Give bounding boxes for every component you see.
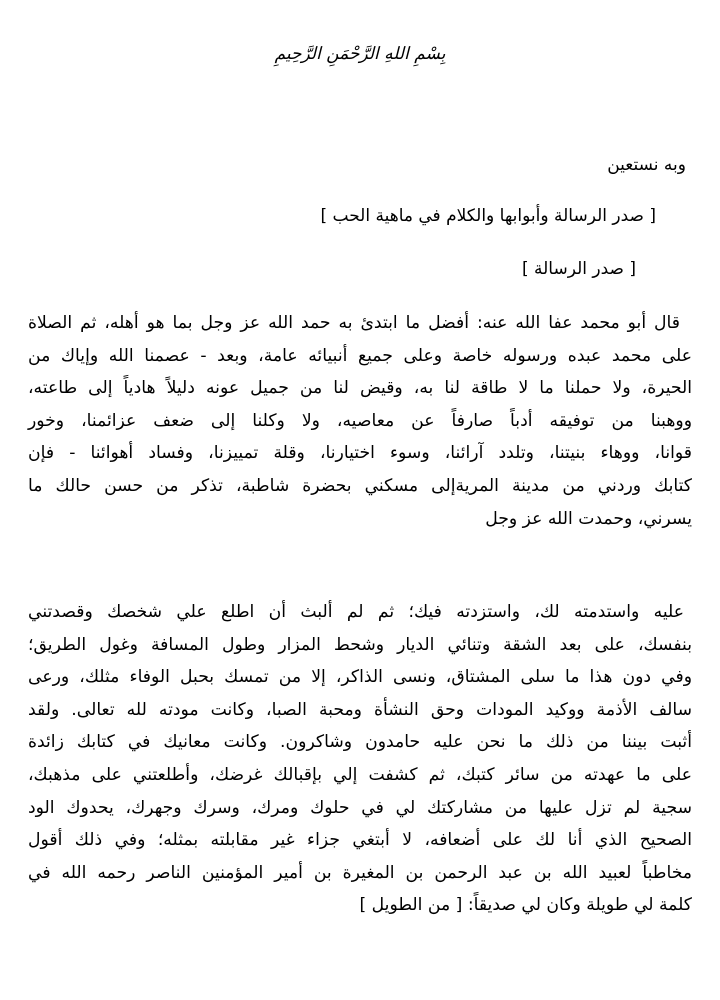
paragraph-2-line: على ما عهدته من سائر كتبك، ثم كشفت إلي بإقبالك غرضك، وأطلعتني على مذهبك، [28,764,692,785]
paragraph-1-line: قوانا، ووهاء بنيتنا، وتلدد آرائنا، وسوء اختيارنا، وقلة تمييزنا، وفساد أهوائنا - فإن [28,443,692,464]
basmala-heading: بِسْمِ اللهِ الرَّحْمَنِ الرَّحِيمِ [274,44,446,64]
subsection-heading: [ صدر الرسالة ] [521,259,636,279]
paragraph-2-line: بنفسك، على بعد الشقة وتنائي الديار وشحط المزار وطول المسافة وغول الطريق؛ [28,634,692,655]
paragraph-2-line: مخاطباً لعبيد الله بن عبد الرحمن بن المغيرة بن أمير المؤمنين الناصر رحمه الله في [28,862,692,883]
paragraph-2-line: أثبت بيننا من ذلك ما نحن عليه حامدون وشاكرون. وكانت معانيك في كتابك زائدة [28,732,692,753]
paragraph-1-line: يسرني، وحمدت الله عز وجل [485,508,692,529]
opening-line: وبه نستعين [607,155,686,175]
paragraph-2-line: كلمة لي طويلة وكان لي صديقاً: [ من الطويل ] [359,895,692,916]
paragraph-2-line: عليه واستدمته لك، واستزدته فيك؛ ثم لم ألبث أن اطلع علي شخصك وقصدتني [28,602,684,622]
paragraph-1-line: على محمد عبده ورسوله خاصة وعلى جميع أنبيائه عامة، وبعد - عصمنا الله وإياك من [28,345,692,366]
paragraph-2-line: سالف الأذمة ووكيد المودات وحق النشأة ومحبة الصبا، وكانت مودته لله تعالى. ولقد [28,699,692,720]
paragraph-2 [28,596,692,922]
section-heading: [ صدر الرسالة وأبوابها والكلام في ماهية الحب ] [320,206,656,226]
paragraph-1-line: كتابك وردني من مدينة المريةإلى مسكني بحضرة شاطبة، تذكر من حسن حالك ما [28,475,692,496]
paragraph-1-line: ووهبنا من توفيقه أدباً صارفاً عن معاصيه، ولا وكلنا إلى ضعف عزائمنا، وخور [28,410,692,431]
paragraph-1-line: قال أبو محمد عفا الله عنه: أفضل ما ابتدئ به حمد الله عز وجل بما هو أهله، ثم الصلاة [28,313,680,333]
paragraph-1-line: الحيرة، ولا حملنا ما لا طاقة لنا به، وقيض لنا من جميل عونه دليلاً هادياً إلى طاعته، [28,378,692,399]
paragraph-2-line: وفي دون هذا ما سلى المشتاق، ونسى الذاكر، إلا من تمسك بحبل الوفاء مثلك، ورعى [28,667,692,688]
paragraph-1 [28,307,692,535]
paragraph-2-line: الصحيح الذي أنا لك على أضعافه، لا أبتغي جزاء غير مقابلته بمثله؛ وفي ذلك أقول [28,830,692,851]
paragraph-2-line: سجية لم تزل عليها من مشاركتك لي في حلوك ومرك، وسرك وجهرك، يحدوك الود [28,797,692,818]
